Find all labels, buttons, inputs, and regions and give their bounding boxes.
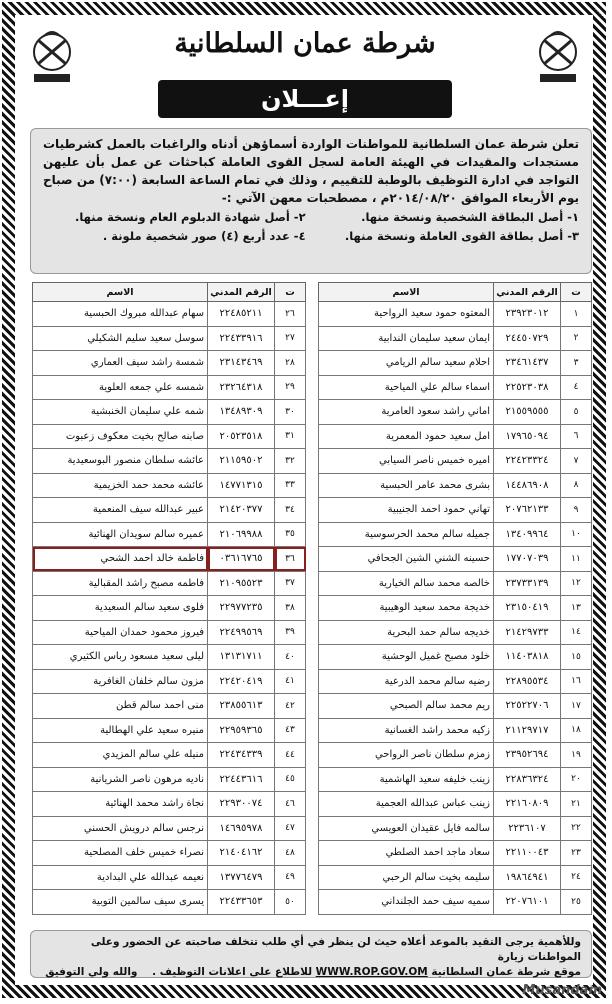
person-name: نرجس سالم درويش الحسني (33, 816, 208, 841)
table-row (319, 375, 592, 400)
table-row (33, 865, 306, 890)
civil-number: ٢٢٩٥٩٣٦٥ (208, 718, 275, 743)
table-row (33, 449, 306, 474)
person-name: فاطمة خالد احمد الشحي (33, 547, 208, 572)
row-number: ٣٣ (275, 473, 306, 498)
person-name: بشرى محمد عامر الحبسية (319, 473, 494, 498)
table-row (319, 743, 592, 768)
person-name: سوسل سعيد سليم الشكيلي (33, 326, 208, 351)
civil-number: ٢٢٣٦١٠٧ (494, 816, 561, 841)
table-row (319, 620, 592, 645)
civil-number: ٢١١٢٩٧١٧ (494, 718, 561, 743)
col-header-civil: الرقم المدني (208, 283, 275, 302)
civil-number: ١٤٤٨٦٩٠٨ (494, 473, 561, 498)
civil-number: ٢٣٤٦١٤٣٧ (494, 351, 561, 376)
table-row (319, 424, 592, 449)
table-row (33, 718, 306, 743)
table-row (33, 767, 306, 792)
table-row (33, 400, 306, 425)
row-number: ١٦ (561, 669, 592, 694)
person-name: ليلى سعيد مسعود رباس الكثيري (33, 645, 208, 670)
names-table-right (318, 282, 592, 915)
row-number: ٤٧ (275, 816, 306, 841)
person-name: نعيمه عبدالله علي البدادية (33, 865, 208, 890)
civil-number: ٢٤٤٥٠٧٢٩ (494, 326, 561, 351)
website-link[interactable]: WWW.ROP.GOV.OM (315, 966, 428, 978)
civil-number: ٢٣٩٥٢٦٩٤ (494, 743, 561, 768)
person-name: ايمان سعيد سليمان الندابية (319, 326, 494, 351)
row-number: ٣٢ (275, 449, 306, 474)
col-header-name: الاسم (319, 283, 494, 302)
row-number: ٣٠ (275, 400, 306, 425)
row-number: ١٨ (561, 718, 592, 743)
civil-number: ٢٢٤٣٣٦٥٣ (208, 890, 275, 915)
person-name: شمسة راشد سيف العماري (33, 351, 208, 376)
table-row (33, 424, 306, 449)
row-number: ٣١ (275, 424, 306, 449)
row-number: ٣٧ (275, 571, 306, 596)
person-name: شمه علي سليمان الخنبشية (33, 400, 208, 425)
table-row (33, 375, 306, 400)
civil-number: ٠٣٦١٦٧٦٥ (208, 547, 275, 572)
row-number: ١٢ (561, 571, 592, 596)
table-row (33, 792, 306, 817)
civil-number: ٢١٤٠٤١٦٢ (208, 841, 275, 866)
row-number: ٢٩ (275, 375, 306, 400)
civil-number: ٢٢٤٩٩٥٦٩ (208, 620, 275, 645)
police-emblem-icon (530, 26, 586, 90)
civil-number: ٢١٥٥٩٥٥٥ (494, 400, 561, 425)
table-row (319, 767, 592, 792)
col-header-civil: الرقم المدني (494, 283, 561, 302)
row-number: ٣٦ (275, 547, 306, 572)
table-row (33, 522, 306, 547)
person-name: جميله سالم محمد الحرسوسية (319, 522, 494, 547)
civil-number: ٢٢٤٣٤٣٣٩ (208, 743, 275, 768)
person-name: فيروز محمود حمدان المياحية (33, 620, 208, 645)
table-row (319, 694, 592, 719)
row-number: ٢٥ (561, 890, 592, 915)
person-name: منيله علي سالم المزيدي (33, 743, 208, 768)
civil-number: ٢١٤٢٠٣٧٧ (208, 498, 275, 523)
table-row (319, 865, 592, 890)
person-name: ريم محمد سالم الصبحي (319, 694, 494, 719)
row-number: ٣٨ (275, 596, 306, 621)
civil-number: ٢٢٩٣٠٠٧٤ (208, 792, 275, 817)
person-name: خالصه محمد سالم الخيارية (319, 571, 494, 596)
row-number: ٦ (561, 424, 592, 449)
row-number: ٣٥ (275, 522, 306, 547)
civil-number: ١٣٧٧٦٤٧٩ (208, 865, 275, 890)
row-number: ١٧ (561, 694, 592, 719)
row-number: ٥ (561, 400, 592, 425)
civil-number: ١٣٤٨٩٣٠٩ (208, 400, 275, 425)
person-name: اسماء سالم علي المياحية (319, 375, 494, 400)
civil-number: ٢٢٤٤٣٦١٦ (208, 767, 275, 792)
table-row (33, 645, 306, 670)
person-name: منيره سعيد علي الهطالية (33, 718, 208, 743)
person-name: سميه سيف حمد الجلنداني (319, 890, 494, 915)
civil-number: ٢٢٤٢٠٤١٩ (208, 669, 275, 694)
person-name: مزون سالم خلفان الغافرية (33, 669, 208, 694)
civil-number: ٢٢٠٧٦١٠١ (494, 890, 561, 915)
table-row (319, 669, 592, 694)
table-row (319, 841, 592, 866)
civil-number: ١١٤٠٣٨١٨ (494, 645, 561, 670)
civil-number: ٢٣٨٥٥٦١٣ (208, 694, 275, 719)
table-row (33, 743, 306, 768)
row-number: ٢٢ (561, 816, 592, 841)
person-name: خلود مصبح غميل الوحشية (319, 645, 494, 670)
table-row (33, 694, 306, 719)
row-number: ١٩ (561, 743, 592, 768)
row-number: ٢٦ (275, 302, 306, 327)
person-name: حسينه الشني الشين الجحافي (319, 547, 494, 572)
requirements-row-2 (43, 228, 579, 245)
row-number: ٤٤ (275, 743, 306, 768)
table-row (33, 302, 306, 327)
row-number: ٢ (561, 326, 592, 351)
civil-number: ١٣٤٠٩٩٦٤ (494, 522, 561, 547)
table-row (319, 302, 592, 327)
table-row (319, 473, 592, 498)
row-number: ٣٤ (275, 498, 306, 523)
civil-number: ٢٢٥٢٢٧٠٦ (494, 694, 561, 719)
person-name: رضيه سالم محمد الدرعية (319, 669, 494, 694)
footer-site-label: موقع شرطة عمان السلطانية (431, 966, 581, 978)
page-title: شرطة عمان السلطانية (174, 28, 436, 59)
civil-number: ٢٢٥٢٣٠٣٨ (494, 375, 561, 400)
row-number: ١٠ (561, 522, 592, 547)
table-row (33, 326, 306, 351)
row-number: ٤٠ (275, 645, 306, 670)
table-row (33, 620, 306, 645)
person-name: عائشه محمد حمد الخزيمية (33, 473, 208, 498)
civil-number: ١٤٦٩٥٩٧٨ (208, 816, 275, 841)
police-emblem-icon (24, 26, 80, 90)
requirement-4: ٤- عدد أربع (٤) صور شخصية ملونة . (102, 229, 306, 243)
civil-number: ٢٢٤٢٣٣٢٤ (494, 449, 561, 474)
table-row (319, 400, 592, 425)
row-number: ١ (561, 302, 592, 327)
row-number: ٣٩ (275, 620, 306, 645)
person-name: امل سعيد حمود المعمرية (319, 424, 494, 449)
person-name: عميره سالم سويدان الهنائية (33, 522, 208, 547)
footer-site-suffix: للاطلاع على اعلانات التوظيف . (152, 966, 313, 978)
person-name: شمسه علي جمعه العلوية (33, 375, 208, 400)
person-name: احلام سعيد سالم الريامي (319, 351, 494, 376)
person-name: سليمه بخيت سالم الرحبي (319, 865, 494, 890)
row-number: ٧ (561, 449, 592, 474)
civil-number: ١٤٧٧١٣١٥ (208, 473, 275, 498)
col-header-name: الاسم (33, 283, 208, 302)
table-row (319, 596, 592, 621)
person-name: زكيه محمد راشد الغسانية (319, 718, 494, 743)
person-name: المعتوه حمود سعيد الرواحية (319, 302, 494, 327)
footer-closing: والله ولي التوفيق (45, 966, 138, 978)
requirements-row-1 (43, 209, 579, 226)
person-name: صابنه صالح بخيت معكوف زعبوت (33, 424, 208, 449)
table-row (33, 547, 306, 572)
civil-number: ٢١٤٢٩٧٣٣ (494, 620, 561, 645)
person-name: زينب خليفه سعيد الهاشمية (319, 767, 494, 792)
row-number: ٤٦ (275, 792, 306, 817)
person-name: يسرى سيف سالمين التوبية (33, 890, 208, 915)
row-number: ٤٩ (275, 865, 306, 890)
person-name: نجاة راشد محمد الهنائية (33, 792, 208, 817)
table-row (33, 571, 306, 596)
table-row (319, 547, 592, 572)
notice-box (30, 128, 592, 274)
row-number: ١٣ (561, 596, 592, 621)
civil-number: ٢٢٩٧٧٢٣٥ (208, 596, 275, 621)
table-row (33, 669, 306, 694)
person-name: زمزم سلطان ناصر الرواحي (319, 743, 494, 768)
table-row (319, 816, 592, 841)
table-row (33, 890, 306, 915)
watermark-logo: Musandam (522, 983, 602, 998)
notice-text: تعلن شرطة عمان السلطانية للمواطنات الواردة أسماؤهن أدناه والراغبات بالعمل كشرطيات مستجدات والمقيدات في الهيئة العامة لسجل القوى العاملة كباحثات عن عمل بأن عليهن التواجد في ادارة التوظيف بالوطبة للتقييم ، وذلك في تمام الساعة السابعة (٧:٠٠) من صباح يوم الأربعاء الموافق ٢٠١٤/٠٨/٢٠م ، مصطحبات معهن الآتي :- (43, 137, 579, 205)
civil-number: ١٧٩٦٥٠٩٤ (494, 424, 561, 449)
civil-number: ١٧٧٠٧٠٣٩ (494, 547, 561, 572)
civil-number: ٢١١٥٩٥٠٢ (208, 449, 275, 474)
civil-number: ١٩٨٦٤٩٤١ (494, 865, 561, 890)
person-name: خديجة محمد سعيد الوهيبية (319, 596, 494, 621)
table-row (319, 718, 592, 743)
civil-number: ٢١٠٦٩٩٨٨ (208, 522, 275, 547)
person-name: ناديه مرهون ناصر الشريانية (33, 767, 208, 792)
row-number: ٤٨ (275, 841, 306, 866)
civil-number: ٢٢٤٨٥٢١١ (208, 302, 275, 327)
row-number: ٢٠ (561, 767, 592, 792)
table-row (33, 841, 306, 866)
civil-number: ٢٣٧٣٣١٣٩ (494, 571, 561, 596)
person-name: سالمه فايل عقيدان العويسي (319, 816, 494, 841)
row-number: ٤٣ (275, 718, 306, 743)
table-row (319, 792, 592, 817)
civil-number: ٢٣١٥٠٤١٩ (494, 596, 561, 621)
person-name: نصراء خميس خلف المصلحية (33, 841, 208, 866)
footer-note (30, 930, 592, 978)
person-name: زينب عباس عبدالله العجمية (319, 792, 494, 817)
table-row (319, 351, 592, 376)
person-name: اميره خميس ناصر السيابي (319, 449, 494, 474)
civil-number: ٢٣١٤٣٤٦٩ (208, 351, 275, 376)
person-name: تهاني حمود احمد الجنيبية (319, 498, 494, 523)
row-number: ٢٤ (561, 865, 592, 890)
table-row (33, 351, 306, 376)
person-name: فلوى سعيد سالم السعيدية (33, 596, 208, 621)
row-number: ٥٠ (275, 890, 306, 915)
person-name: عائشه سلطان منصور البوسعيدية (33, 449, 208, 474)
table-row (33, 473, 306, 498)
table-row (319, 498, 592, 523)
civil-number: ٢٠٥٢٣٥١٨ (208, 424, 275, 449)
person-name: عبير عبدالله سيف المنعمية (33, 498, 208, 523)
table-row (33, 596, 306, 621)
requirement-3: ٣- أصل بطاقة القوى العاملة ونسخة منها. (344, 229, 579, 243)
footer-line-2 (41, 965, 581, 980)
row-number: ١٥ (561, 645, 592, 670)
civil-number: ٢٢٨٩٥٥٣٤ (494, 669, 561, 694)
person-name: سعاد ماجد احمد الصلطي (319, 841, 494, 866)
civil-number: ٢٢٨٣٦٣٢٤ (494, 767, 561, 792)
civil-number: ١٣١٣١٧١١ (208, 645, 275, 670)
table-row (319, 326, 592, 351)
table-row (319, 449, 592, 474)
civil-number: ٢١٠٩٥٥٢٣ (208, 571, 275, 596)
civil-number: ٢٢١٦٠٨٠٩ (494, 792, 561, 817)
row-number: ٢٧ (275, 326, 306, 351)
civil-number: ٢٠٧٦٢١٣٣ (494, 498, 561, 523)
row-number: ٢٨ (275, 351, 306, 376)
header (18, 16, 592, 126)
names-tables (32, 282, 592, 927)
row-number: ٢٣ (561, 841, 592, 866)
requirement-1: ١- أصل البطاقة الشخصية ونسخة منها. (361, 210, 579, 224)
names-table-left (32, 282, 306, 915)
table-row (33, 816, 306, 841)
requirement-2: ٢- أصل شهادة الدبلوم العام ونسخة منها. (74, 210, 306, 224)
table-row (33, 498, 306, 523)
announcement-banner: إعـــلان (158, 80, 452, 118)
footer-line-1: وللأهمية يرجى التقيد بالموعد أعلاه حيث لن ينظر في أي طلب تتخلف صاحبته عن الحضور وعلى المواطنات زيارة (90, 936, 581, 963)
person-name: اماني راشد سعود العامرية (319, 400, 494, 425)
civil-number: ٢٣٢٦٤٣١٨ (208, 375, 275, 400)
row-number: ٤١ (275, 669, 306, 694)
civil-number: ٢٣٩٢٣٠١٢ (494, 302, 561, 327)
row-number: ٤٥ (275, 767, 306, 792)
col-header-num: ت (561, 283, 592, 302)
row-number: ٢١ (561, 792, 592, 817)
person-name: سهام عبدالله مبروك الحبسية (33, 302, 208, 327)
person-name: خديجه سالم حمد البحرية (319, 620, 494, 645)
row-number: ٩ (561, 498, 592, 523)
col-header-num: ت (275, 283, 306, 302)
row-number: ٣ (561, 351, 592, 376)
table-row (319, 571, 592, 596)
row-number: ٤ (561, 375, 592, 400)
table-row (319, 645, 592, 670)
civil-number: ٢٢٤٣٣٩١٦ (208, 326, 275, 351)
row-number: ٨ (561, 473, 592, 498)
person-name: منى احمد سالم قطن (33, 694, 208, 719)
civil-number: ٢٢١١٠٠٤٣ (494, 841, 561, 866)
row-number: ٤٢ (275, 694, 306, 719)
row-number: ١١ (561, 547, 592, 572)
row-number: ١٤ (561, 620, 592, 645)
table-row (319, 890, 592, 915)
table-row (319, 522, 592, 547)
person-name: فاطمه مصبح راشد المقبالية (33, 571, 208, 596)
